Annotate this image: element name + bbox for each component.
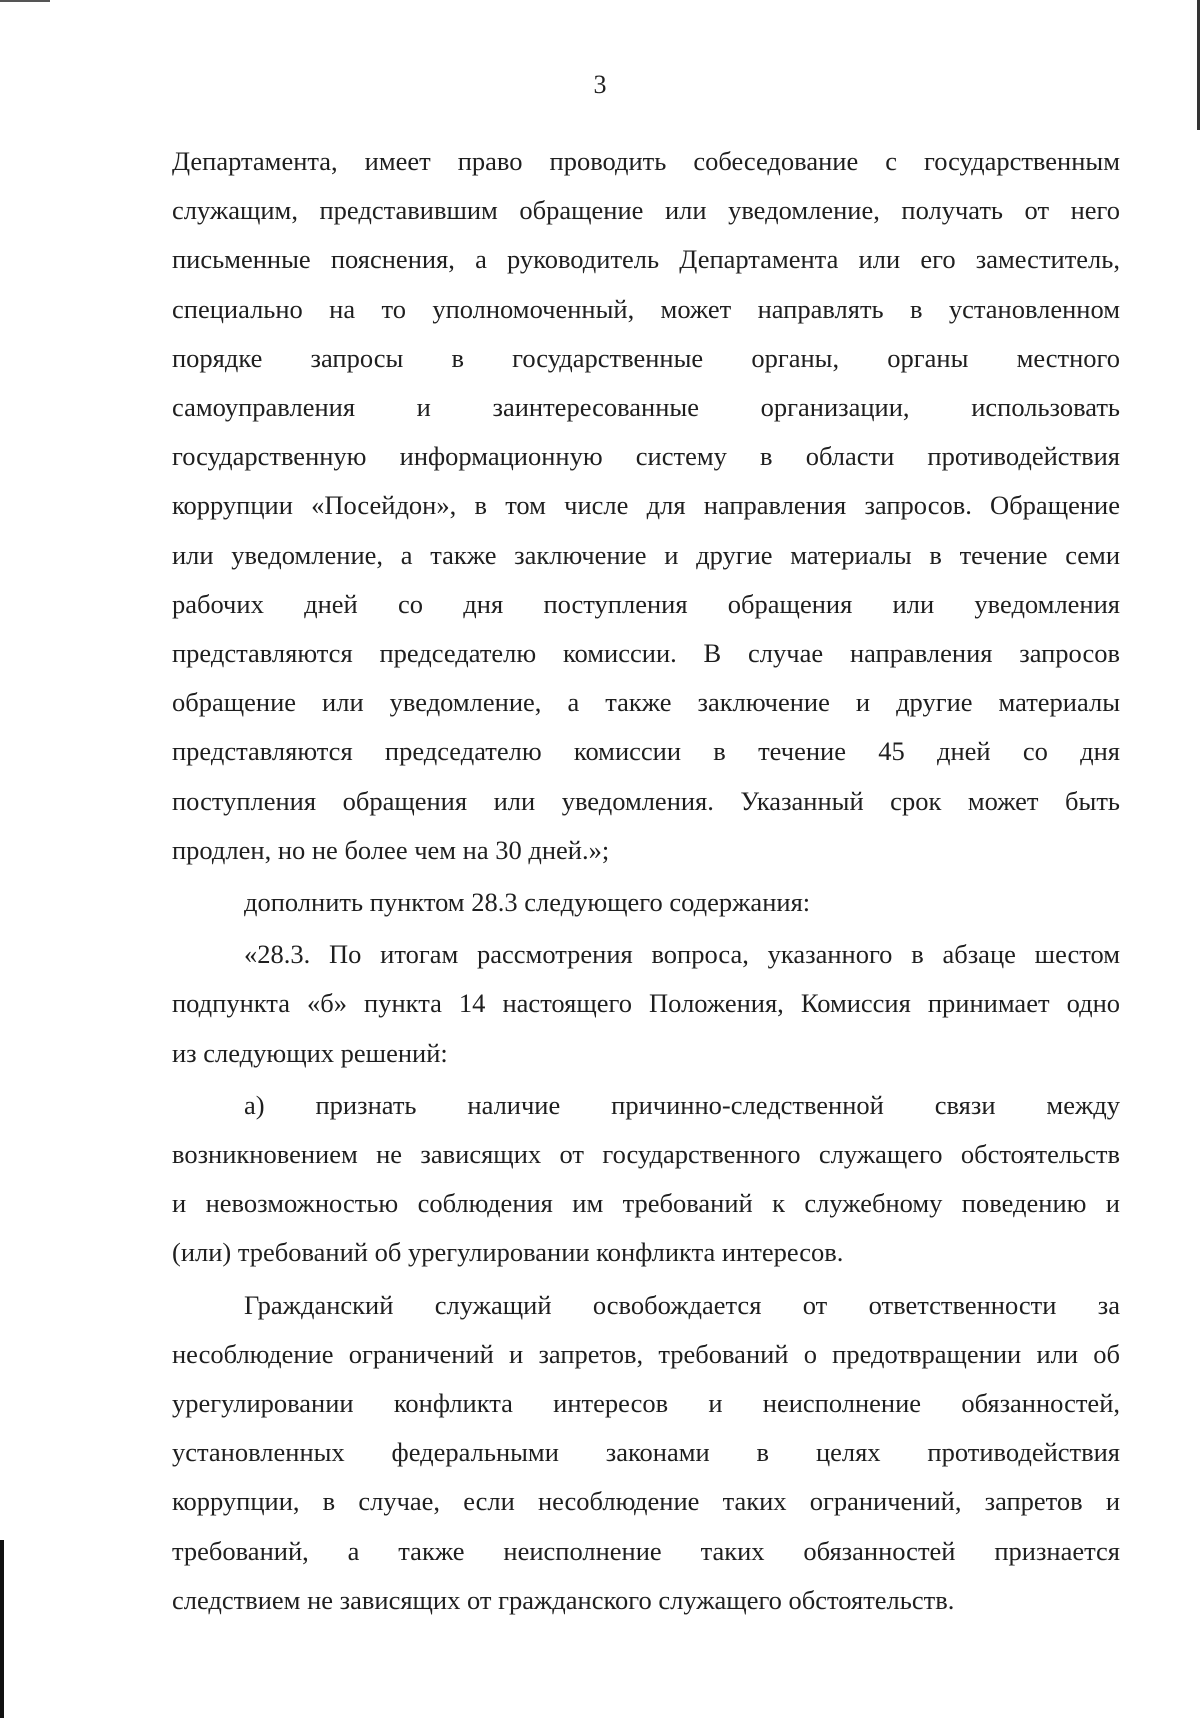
text-line: «28.3. По итогам рассмотрения вопроса, указанного в абзаце шестом (244, 939, 1120, 970)
document-body (172, 137, 1120, 1625)
text-line: государственную информационную систему в области противодействия (172, 441, 1120, 472)
text-line: порядке запросы в государственные органы, органы местного (172, 342, 1120, 373)
text-line: письменные пояснения, а руководитель Департамента или его заместитель, (172, 244, 1120, 275)
paragraph-amendment-intro: дополнить пунктом 28.3 следующего содержания: (244, 887, 811, 918)
text-line: поступления обращения или уведомления. Указанный срок может быть (172, 785, 1120, 816)
text-line: требований, а также неисполнение таких обязанностей признается (172, 1535, 1120, 1566)
text-line: представляются председателю комиссии в течение 45 дней со дня (172, 736, 1120, 767)
text-line: специально на то уполномоченный, может направлять в установленном (172, 293, 1120, 324)
text-line: урегулировании конфликта интересов и неисполнение обязанностей, (172, 1388, 1120, 1419)
scan-edge-mark-top (0, 0, 50, 2)
text-line: коррупции «Посейдон», в том числе для направления запросов. Обращение (172, 490, 1120, 521)
text-line: (или) требований об урегулировании конфликта интересов. (172, 1237, 844, 1268)
text-line: служащим, представившим обращение или уведомление, получать от него (172, 195, 1120, 226)
text-line: обращение или уведомление, а также заключение и другие материалы (172, 687, 1120, 718)
text-line: возникновением не зависящих от государственного служащего обстоятельств (172, 1139, 1120, 1170)
text-line: подпункта «б» пункта 14 настоящего Положения, Комиссия принимает одно (172, 988, 1120, 1019)
text-line: Гражданский служащий освобождается от ответственности за (244, 1289, 1120, 1320)
text-line: из следующих решений: (172, 1037, 448, 1068)
text-line: продлен, но не более чем на 30 дней.»; (172, 834, 610, 865)
text-line: самоуправления и заинтересованные организации, использовать (172, 392, 1120, 423)
text-line: рабочих дней со дня поступления обращения или уведомления (172, 588, 1120, 619)
text-line: следствием не зависящих от гражданского служащего обстоятельств. (172, 1584, 955, 1615)
text-line: и невозможностью соблюдения им требований к служебному поведению и (172, 1188, 1120, 1219)
text-line: коррупции, в случае, если несоблюдение таких ограничений, запретов и (172, 1486, 1120, 1517)
text-line: представляются председателю комиссии. В случае направления запросов (172, 638, 1120, 669)
text-line: а) признать наличие причинно-следственной связи между (244, 1089, 1120, 1120)
text-line: или уведомление, а также заключение и другие материалы в течение семи (172, 539, 1120, 570)
scan-edge-mark-left (0, 1540, 4, 1718)
text-line: Департамента, имеет право проводить собеседование с государственным (172, 146, 1120, 176)
text-line: установленных федеральными законами в целях противодействия (172, 1437, 1120, 1468)
page-number: 3 (593, 70, 607, 99)
text-line: несоблюдение ограничений и запретов, требований о предотвращении или об (172, 1338, 1120, 1369)
